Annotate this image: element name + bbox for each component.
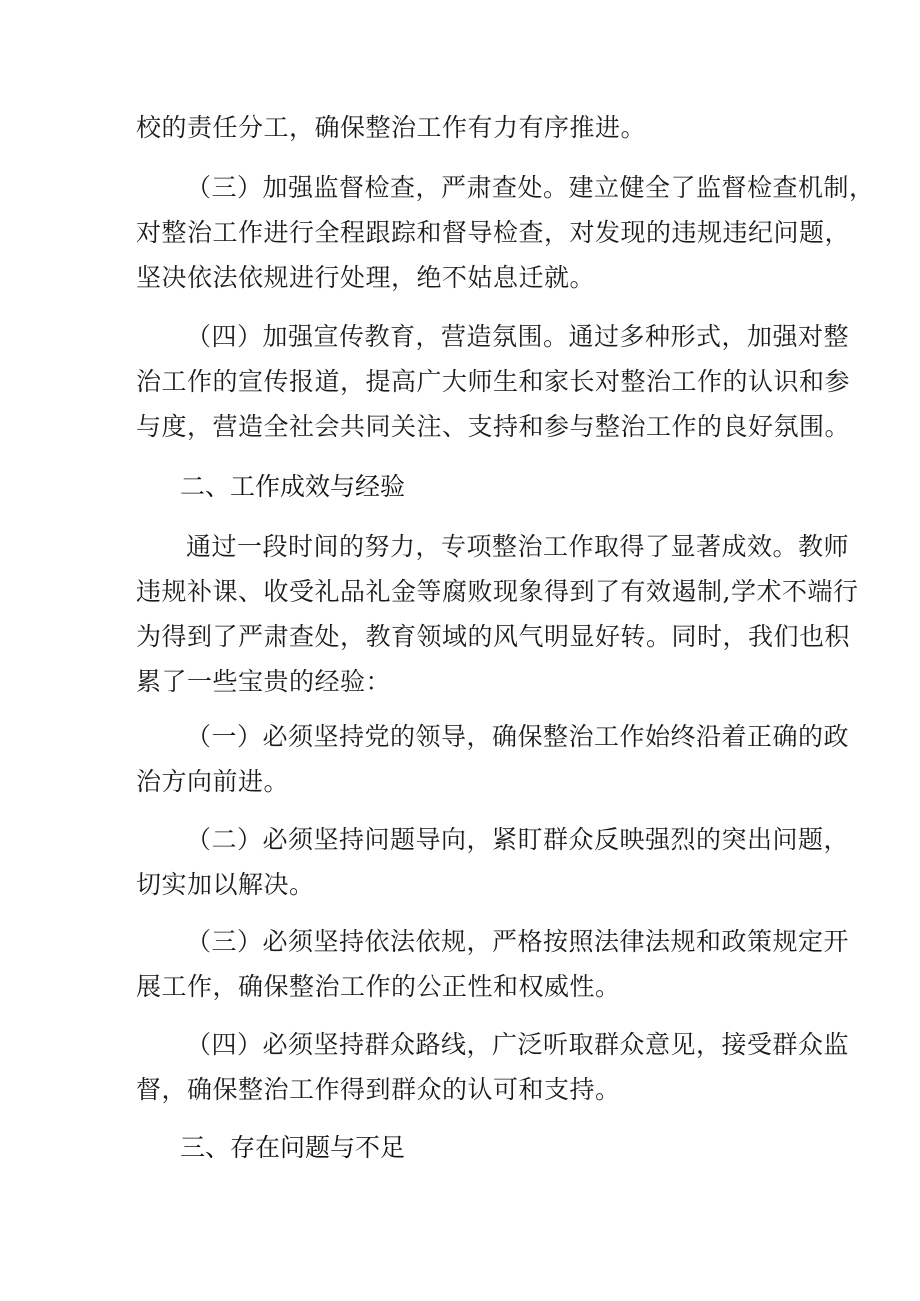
section-heading: 三、存在问题与不足 <box>180 1133 406 1162</box>
paragraph-line: 为得到了严肃查处，教育领域的风气明显好转。同时，我们也积 <box>136 622 851 651</box>
paragraph-line: 坚决依法依规进行处理，绝不姑息迁就。 <box>136 263 596 292</box>
paragraph-line: 与度，营造全社会共同关注、支持和参与整治工作的良好氛围。 <box>136 412 851 441</box>
paragraph-line: （二）必须坚持问题导向，紧盯群众反映强烈的突出问题， <box>186 825 850 854</box>
paragraph-line: （三）加强监督检查，严肃查处。建立健全了监督检查机制， <box>186 173 875 202</box>
paragraph-line: 通过一段时间的努力，专项整治工作取得了显著成效。教师 <box>186 532 850 561</box>
paragraph-line: （四）必须坚持群众路线，广泛听取群众意见，接受群众监 <box>186 1030 850 1059</box>
paragraph-line: 对整治工作进行全程跟踪和督导检查，对发现的违规违纪问题， <box>136 218 851 247</box>
paragraph-line: 切实加以解决。 <box>136 870 315 899</box>
paragraph-line: 治方向前进。 <box>136 767 290 796</box>
paragraph-line: 治工作的宣传报道，提高广大师生和家长对整治工作的认识和参 <box>136 367 851 396</box>
paragraph-line: （四）加强宣传教育，营造氛围。通过多种形式，加强对整 <box>186 322 850 351</box>
section-heading: 二、工作成效与经验 <box>180 472 406 501</box>
paragraph-line: 累了一些宝贵的经验： <box>136 667 392 696</box>
paragraph-line: 校的责任分工，确保整治工作有力有序推进。 <box>136 113 647 142</box>
paragraph-line: 展工作，确保整治工作的公正性和权威性。 <box>136 972 621 1001</box>
paragraph-line: 督，确保整治工作得到群众的认可和支持。 <box>136 1075 621 1104</box>
paragraph-line: 违规补课、收受礼品礼金等腐败现象得到了有效遏制,学术不端行 <box>136 577 859 606</box>
paragraph-line: （三）必须坚持依法依规，严格按照法律法规和政策规定开 <box>186 927 850 956</box>
paragraph-line: （一）必须坚持党的领导，确保整治工作始终沿着正确的政 <box>186 722 850 751</box>
